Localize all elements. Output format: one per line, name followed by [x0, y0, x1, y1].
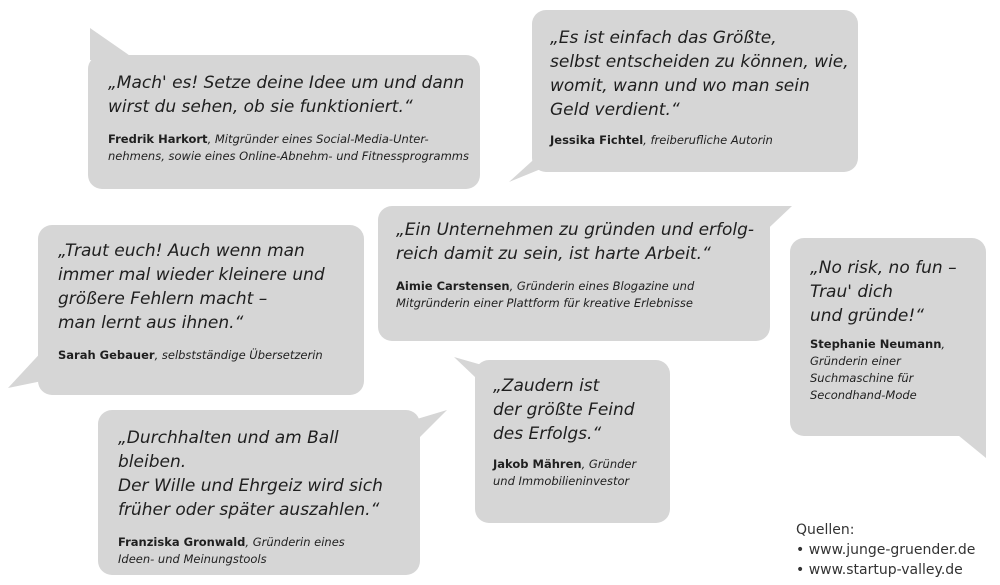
author-role: , Mitgründer eines Social-Media-Unter- nehmens, sowie eines Online-Abnehm- und Fitnessprogramms	[108, 132, 469, 163]
author-role: , Gründer und Immobilieninvestor	[493, 457, 637, 488]
quote-bubble-neumann	[790, 238, 986, 436]
quote-attribution	[118, 534, 412, 568]
quote-text: „Traut euch! Auch wenn man immer mal wieder kleinere und größere Fehlern macht – man lernt aus ihnen.“	[58, 241, 325, 333]
quote-bubble-maehren	[475, 360, 670, 523]
quote-attribution	[493, 456, 664, 490]
source-link[interactable]: • www.startup-valley.de	[796, 562, 963, 578]
author-name: Aimie Carstensen	[396, 279, 510, 293]
quote-text: „Es ist einfach das Größte, selbst entscheiden zu können, wie, womit, wann und wo man sein Geld verdient.“	[550, 28, 849, 120]
quote-bubble-carstensen	[378, 206, 770, 341]
author-role: , freiberufliche Autorin	[643, 133, 773, 147]
quote-text: „Durchhalten und am Ball bleiben. Der Wille und Ehrgeiz wird sich früher oder später auszahlen.“	[118, 428, 383, 520]
sources-title: Quellen:	[796, 522, 855, 538]
quote-attribution	[810, 336, 980, 404]
quote-text: „Ein Unternehmen zu gründen und erfolg- reich damit zu sein, ist harte Arbeit.“	[396, 220, 755, 264]
quote-attribution	[396, 278, 762, 312]
quote-text: „Mach' es! Setze deine Idee um und dann wirst du sehen, ob sie funktioniert.“	[108, 73, 465, 117]
author-name: Jessika Fichtel	[550, 133, 644, 147]
quote-bubble-harkort	[88, 55, 480, 189]
quote-text: „No risk, no fun – Trau' dich und gründe!“	[810, 258, 957, 326]
quote-bubble-fichtel	[532, 10, 858, 172]
source-link[interactable]: • www.junge-gruender.de	[796, 542, 976, 558]
author-name: Fredrik Harkort	[108, 132, 208, 146]
quote-bubble-gronwald	[98, 410, 420, 575]
quote-attribution	[550, 132, 850, 149]
quote-text: „Zaudern ist der größte Feind des Erfolgs.“	[493, 376, 635, 444]
quote-attribution	[58, 347, 356, 364]
sources	[796, 520, 975, 580]
author-role: , Gründerin eines Ideen- und Meinungstools	[118, 535, 345, 566]
quote-bubble-gebauer	[38, 225, 364, 395]
author-role: , selbstständige Übersetzerin	[154, 348, 323, 362]
quote-attribution	[108, 131, 470, 165]
author-name: Jakob Mähren	[493, 457, 582, 471]
author-name: Franziska Gronwald	[118, 535, 246, 549]
author-name: Stephanie Neumann	[810, 337, 942, 351]
author-role: , Gründerin eines Blogazine und Mitgründerin einer Plattform für kreative Erlebnisse	[396, 279, 695, 310]
author-name: Sarah Gebauer	[58, 348, 155, 362]
author-role: , Gründerin einer Suchmaschine für Secondhand-Mode	[810, 337, 946, 402]
